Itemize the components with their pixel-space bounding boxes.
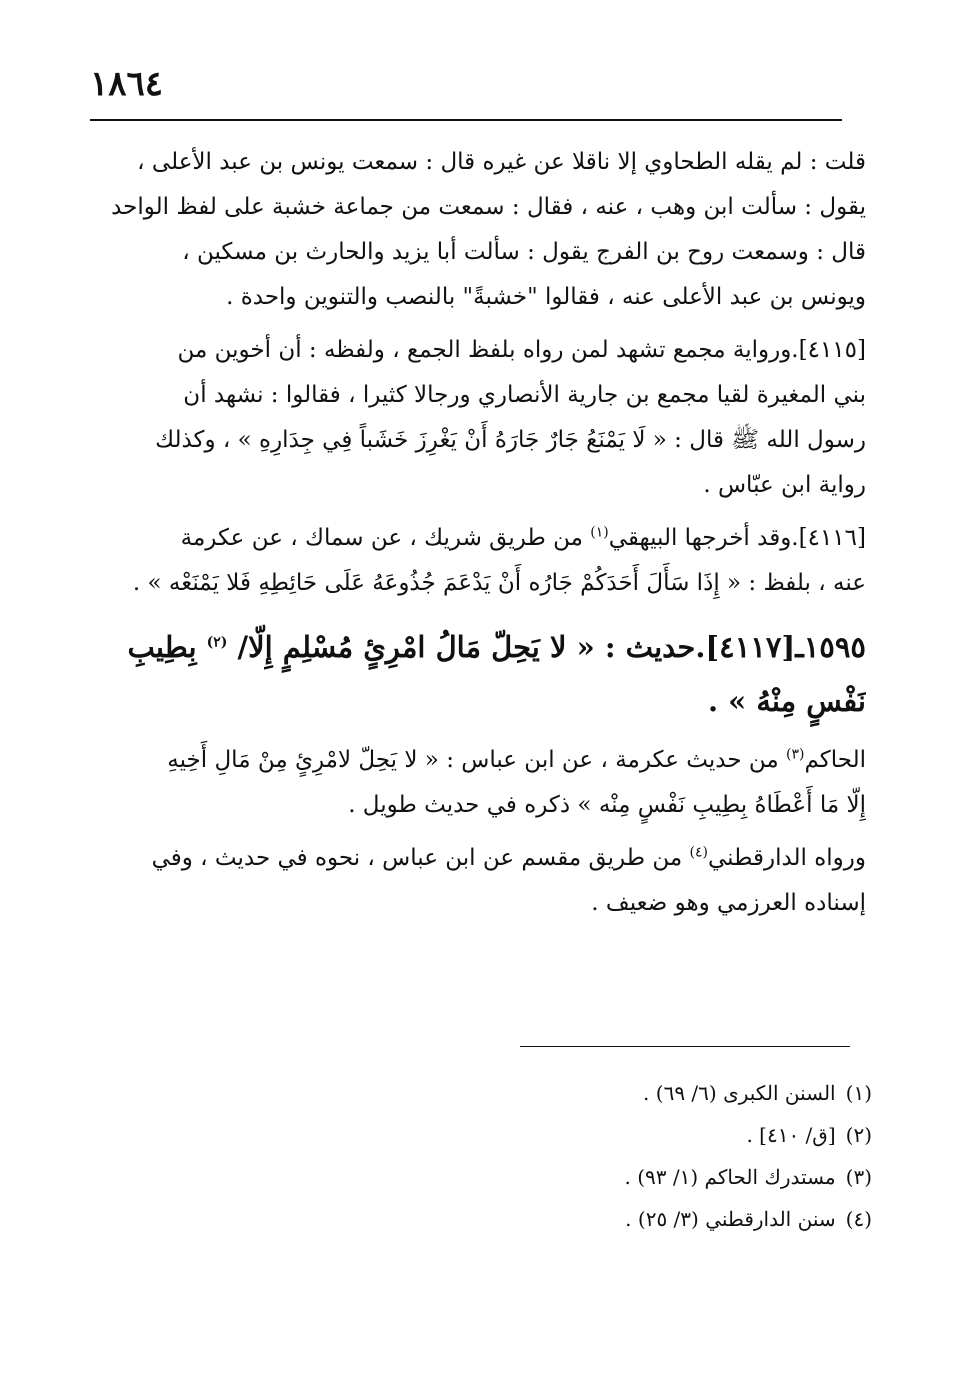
main-text bbox=[96, 140, 866, 934]
text-segment: الحاكم bbox=[804, 747, 866, 773]
text-segment: [٤١١٦].وقد أخرجها البيهقي bbox=[608, 525, 866, 551]
footnote-ref-4: (٤) bbox=[689, 844, 708, 861]
footnote-number: (٢) bbox=[845, 1123, 872, 1147]
footnote-ref-1: (١) bbox=[590, 524, 609, 541]
heading-segment: ١٥٩٥ـ[٤١١٧].حديث : « لا يَحِلّ مَالُ امْرِئٍ مُسْلِمٍ إِلّا/ bbox=[227, 630, 866, 664]
page-header bbox=[90, 64, 842, 121]
text-line: رسول الله ﷺ قال : « لَا يَمْنَعُ جَارٌ جَارَهُ أَنْ يَغْرِزَ خَشَباً فِي جِدَارِهِ » ، وكذلك bbox=[155, 427, 866, 453]
text-line: إِلّا مَا أَعْطَاهُ بِطِيبِ نَفْسٍ مِنْه » ذكره في حديث طويل . bbox=[348, 792, 866, 818]
text-line: إسناده العرزمي وهو ضعيف . bbox=[591, 890, 866, 916]
footnote-item bbox=[420, 1198, 872, 1240]
text-line bbox=[96, 836, 866, 881]
text-line: ويونس بن عبد الأعلى عنه ، فقالوا "خشبةً" بالنصب والتنوين واحدة . bbox=[226, 284, 866, 310]
footnote-divider bbox=[520, 1046, 850, 1047]
footnote-ref-3: (٣) bbox=[786, 746, 805, 763]
footnote-text: السنن الكبرى (٦/ ٦٩) . bbox=[643, 1081, 836, 1105]
paragraph-hakim bbox=[96, 738, 866, 828]
text-line: بني المغيرة لقيا مجمع بن جارية الأنصاري ورجالا كثيرا ، فقالوا : نشهد أن bbox=[183, 382, 866, 408]
footnotes bbox=[420, 1072, 872, 1240]
text-line: يقول : سألت ابن وهب ، عنه ، فقال : سمعت من جماعة خشبة على لفظ الواحد bbox=[111, 194, 866, 220]
paragraph-4115 bbox=[96, 328, 866, 508]
text-segment: من حديث عكرمة ، عن ابن عباس : « لا يَحِلّ لامْرِئٍ مِنْ مَالِ أَخِيهِ bbox=[167, 747, 787, 773]
text-line bbox=[96, 516, 866, 561]
footnote-item bbox=[420, 1156, 872, 1198]
text-line: قلت : لم يقله الطحاوي إلا ناقلا عن غيره قال : سمعت يونس بن عبد الأعلى ، bbox=[137, 149, 866, 175]
footnote-text: [ق/ ٤١٠] . bbox=[746, 1123, 836, 1147]
hadith-heading-1595 bbox=[96, 620, 866, 728]
footnote-number: (٤) bbox=[845, 1207, 872, 1231]
text-line: رواية ابن عبّاس . bbox=[703, 472, 866, 498]
text-line: عنه ، بلفظ : « إِذَا سَأَلَ أَحَدَكُمْ جَارُه أَنْ يَدْعَمَ جُذُوعَهُ عَلَى حَائِطِهِ فَلا يَمْنَعْه » . bbox=[132, 570, 866, 596]
text-segment: من طريق شريك ، عن سماك ، عن عكرمة bbox=[180, 525, 591, 551]
text-segment: ورواه الدارقطني bbox=[707, 845, 866, 871]
text-line bbox=[96, 738, 866, 783]
text-line: [٤١١٥].ورواية مجمع تشهد لمن رواه بلفظ الجمع ، ولفظه : أن أخوين من bbox=[177, 337, 866, 363]
footnote-ref-2: (٢) bbox=[206, 634, 228, 651]
footnote-number: (٣) bbox=[845, 1165, 872, 1189]
footnote-text: مستدرك الحاكم (١/ ٩٣) . bbox=[624, 1165, 836, 1189]
page-number: ١٨٦٤ bbox=[90, 64, 164, 104]
heading-line bbox=[96, 620, 866, 674]
paragraph-daraqutni bbox=[96, 836, 866, 926]
footnote-item bbox=[420, 1072, 872, 1114]
footnote-item bbox=[420, 1114, 872, 1156]
footnote-text: سنن الدارقطني (٣/ ٢٥) . bbox=[625, 1207, 836, 1231]
heading-segment: بِطِيبِ bbox=[127, 630, 207, 664]
paragraph-4116 bbox=[96, 516, 866, 606]
heading-line: نَفْسٍ مِنْهُ » . bbox=[707, 684, 866, 718]
text-line: قال : وسمعت روح بن الفرج يقول : سألت أبا يزيد والحارث بن مسكين ، bbox=[182, 239, 866, 265]
text-segment: من طريق مقسم عن ابن عباس ، نحوه في حديث ، وفي bbox=[151, 845, 690, 871]
paragraph-1 bbox=[96, 140, 866, 320]
footnote-number: (١) bbox=[845, 1081, 872, 1105]
